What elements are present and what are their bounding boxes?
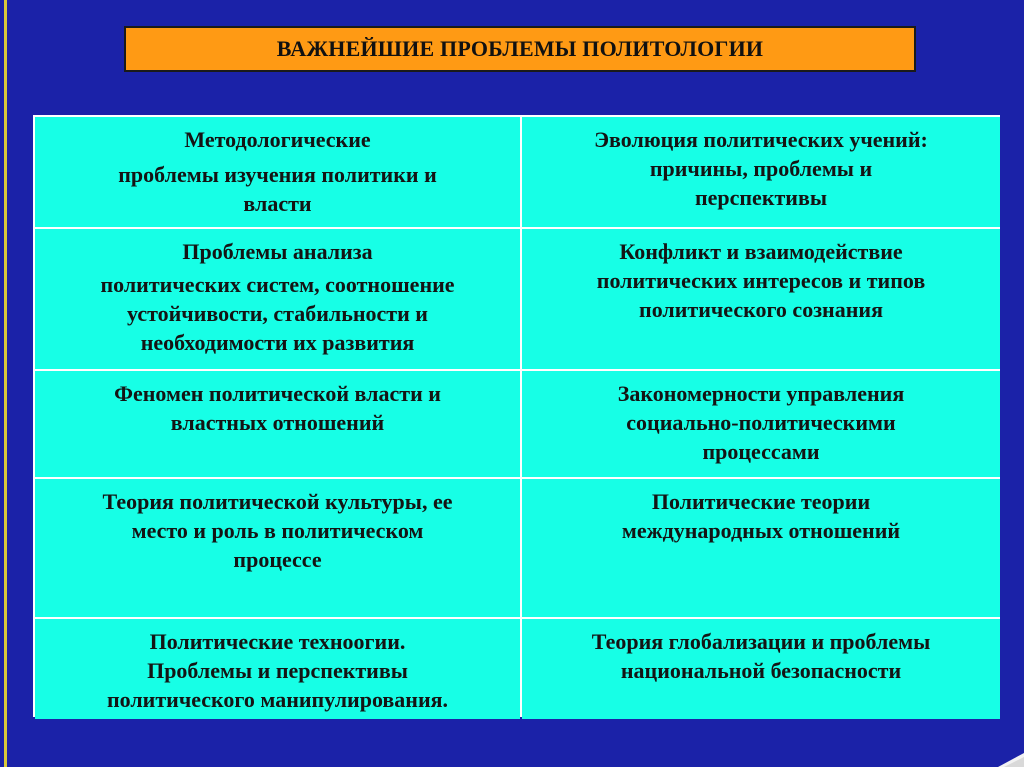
cell-text-line: Проблемы и перспективы: [147, 658, 408, 683]
left-decorative-rule: [4, 0, 7, 767]
cell-text-line: международных отношений: [621, 518, 901, 543]
cell-text-line: Методологические: [184, 127, 371, 152]
cell-text-line: власти: [243, 191, 312, 216]
cell-text-line: национальной безопасности: [620, 658, 902, 683]
table-cell-row4-left: [35, 479, 520, 617]
cell-text-line: Теория политической культуры, ее: [102, 489, 453, 514]
cell-text-line: место и роль в политическом: [131, 518, 424, 543]
cell-text-line: причины, проблемы и: [649, 156, 873, 181]
problems-table: [33, 115, 1000, 717]
table-cell-row3-right: [522, 371, 1000, 477]
cell-text-line: проблемы изучения политики и: [118, 162, 437, 187]
cell-text-line: процессами: [702, 439, 820, 464]
table-cell-row2-left: [35, 229, 520, 369]
cell-text-line: устойчивости, стабильности и: [127, 301, 428, 326]
cell-text-line: социально-политическими: [626, 410, 896, 435]
cell-text-line: перспективы: [694, 185, 828, 210]
title-banner: [124, 26, 916, 72]
cell-text-line: Политические теории: [651, 489, 871, 514]
cell-text-line: необходимости их развития: [140, 330, 415, 355]
cell-text-line: политических интересов и типов: [596, 268, 926, 293]
cell-text-line: политического манипулирования.: [106, 687, 449, 712]
cell-text-line: властных отношений: [170, 410, 385, 435]
page-title: ВАЖНЕЙШИЕ ПРОБЛЕМЫ ПОЛИТОЛОГИИ: [276, 36, 764, 61]
cell-text-line: политического сознания: [639, 297, 883, 322]
table-cell-row1-right: [522, 117, 1000, 227]
cell-text-line: Эволюция политических учений:: [594, 127, 928, 152]
cell-text-line: политических систем, соотношение: [100, 272, 455, 297]
cell-text-line: Феномен политической власти и: [114, 381, 441, 406]
table-cell-row1-left: [35, 117, 520, 227]
corner-decoration-icon: [994, 751, 1024, 767]
cell-text-line: Конфликт и взаимодействие: [619, 239, 903, 264]
table-cell-row2-right: [522, 229, 1000, 369]
cell-text-line: Политические техноогии.: [149, 629, 406, 654]
table-cell-row5-left: [35, 619, 520, 719]
cell-text-line: Теория глобализации и проблемы: [591, 629, 931, 654]
cell-text-line: процессе: [233, 547, 322, 572]
table-cell-row4-right: [522, 479, 1000, 617]
table-cell-row5-right: [522, 619, 1000, 719]
table-cell-row3-left: [35, 371, 520, 477]
cell-text-line: Проблемы анализа: [182, 239, 373, 264]
cell-text-line: Закономерности управления: [617, 381, 905, 406]
